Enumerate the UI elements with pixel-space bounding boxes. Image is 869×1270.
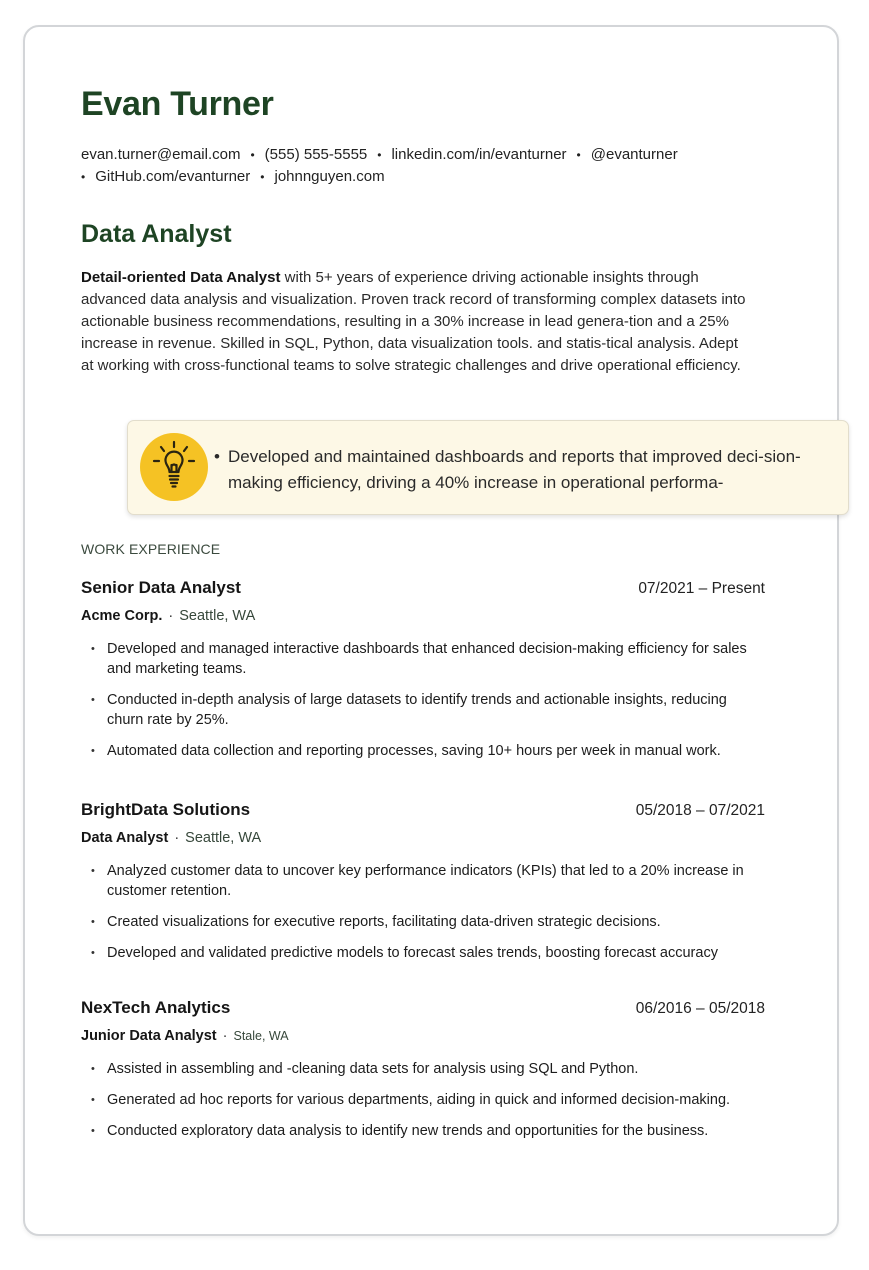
summary-lead: Detail-oriented Data Analyst [81, 269, 281, 286]
separator: · [168, 608, 174, 624]
contact-linkedin[interactable]: linkedin.com/in/evanturner [391, 146, 567, 163]
job-bullet: • Conducted exploratory data analysis to identify new trends and opportunities for the business. [91, 1121, 755, 1141]
job-bullet: • Developed and validated predictive models to forecast sales trends, boosting forecast accuracy [91, 943, 755, 963]
contact-website[interactable]: johnnguyen.com [274, 168, 385, 185]
job-bullet: • Assisted in assembling and -cleaning data sets for analysis using SQL and Python. [91, 1059, 755, 1079]
callout-text: Developed and maintained dashboards and reports that improved deci-sion-making efficiency, driving a 40% increase in operational performa- [228, 447, 801, 492]
job-title: Senior Data Analyst [81, 578, 241, 597]
work-experience-heading: WORK EXPERIENCE [81, 541, 221, 557]
job-bullets [81, 1059, 765, 1141]
job-bullets [81, 639, 765, 761]
contact-info [81, 144, 781, 188]
highlight-callout [127, 420, 849, 515]
job-location: Seattle, WA [185, 830, 262, 846]
job-organization: Junior Data Analyst [81, 1028, 217, 1044]
job-location: Stale, WA [233, 1029, 289, 1043]
contact-phone[interactable]: (555) 555-5555 [264, 146, 368, 163]
job-bullet: • Automated data collection and reporting processes, saving 10+ hours per week in manual work. [91, 741, 755, 761]
job-bullet: • Conducted in-depth analysis of large datasets to identify trends and actionable insights, reducing churn rate by 25%. [91, 690, 755, 730]
job-dates: 05/2018 – 07/2021 [635, 802, 765, 819]
bullet-marker: • [214, 447, 220, 466]
job-location: Seattle, WA [179, 608, 256, 624]
job-bullets [81, 861, 765, 963]
job-organization: Acme Corp. [81, 608, 163, 624]
job-title: BrightData Solutions [81, 800, 251, 819]
contact-email[interactable]: evan.turner@email.com [81, 146, 241, 163]
job-dates: 07/2021 – Present [638, 580, 765, 597]
contact-github[interactable]: GitHub.com/evanturner [95, 168, 251, 185]
lightbulb-icon [140, 433, 208, 501]
job-organization: Data Analyst [81, 830, 169, 846]
separator: • [377, 148, 382, 162]
job-bullet: • Developed and managed interactive dashboards that enhanced decision-making efficiency for sales and marketing teams. [91, 639, 755, 679]
job-entry [81, 998, 765, 1152]
job-dates: 06/2016 – 05/2018 [635, 1000, 765, 1017]
job-title: NexTech Analytics [81, 998, 231, 1017]
separator: • [250, 148, 255, 162]
contact-handle[interactable]: @evanturner [590, 146, 678, 163]
separator: · [174, 830, 180, 846]
job-bullet: • Created visualizations for executive reports, facilitating data-driven strategic decisions. [91, 912, 755, 932]
separator: • [81, 170, 86, 184]
separator: • [260, 170, 265, 184]
job-entry [81, 578, 765, 772]
summary-paragraph [81, 267, 746, 377]
callout-bullet [214, 444, 824, 496]
job-entry [81, 800, 765, 974]
candidate-name: Evan Turner [81, 85, 274, 123]
separator: • [576, 148, 581, 162]
separator: · [222, 1028, 228, 1044]
job-bullet: • Analyzed customer data to uncover key performance indicators (KPIs) that led to a 20% increase in customer retention. [91, 861, 755, 901]
job-bullet: • Generated ad hoc reports for various departments, aiding in quick and informed decision-making. [91, 1090, 755, 1110]
resume-page [23, 25, 839, 1236]
job-title-heading: Data Analyst [81, 220, 232, 248]
summary-body: with 5+ years of experience driving actionable insights through advanced data analysis and visualization. Proven track record of transforming complex datasets into actionable business recommendations, resulting in a 30% increase in lead genera-tion and a 25% increase in revenue. Skilled in SQL, Python, data visualization tools. and statis-tical analysis. Adept at working with cross-functional teams to solve strategic challenges and drive operational efficiency. [81, 269, 746, 374]
